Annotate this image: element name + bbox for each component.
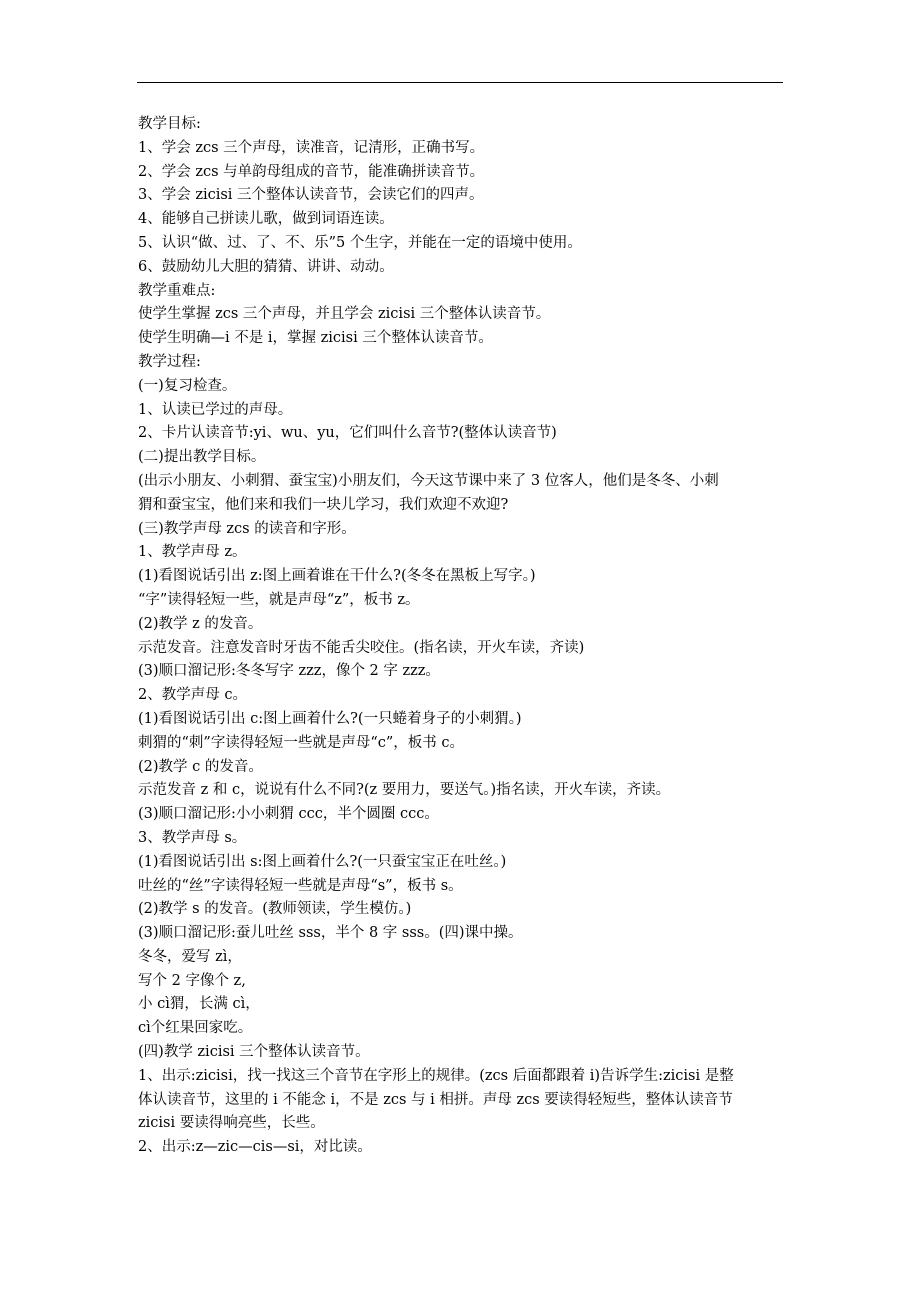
text-line: 示范发音。注意发音时牙齿不能舌尖咬住。(指名读，开火车读，齐读) xyxy=(138,639,585,656)
text-line: (1)看图说话引出 z:图上画着谁在干什么?(冬冬在黑板上写字。) xyxy=(138,568,536,585)
text-line: 2、教学声母 c。 xyxy=(138,687,247,704)
text-line: 1、认读已学过的声母。 xyxy=(138,401,293,418)
rhyme-line: 小 cì猬，长满 cì， xyxy=(138,996,260,1013)
objective-item: 5、认识“做、过、了、不、乐”5 个生字，并能在一定的语境中使用。 xyxy=(138,234,582,251)
text-line: (3)顺口溜记形:冬冬写字 zzz，像个 2 字 zzz。 xyxy=(138,663,440,680)
text-line: 2、卡片认读音节:yi、wu、yu，它们叫什么音节?(整体认读音节) xyxy=(138,425,557,442)
text-line: (出示小朋友、小刺猬、蚕宝宝)小朋友们，今天这节课中来了 3 位客人，他们是冬冬、小刺 xyxy=(138,472,719,489)
text-line: (2)教学 s 的发音。(教师领读，学生模仿。) xyxy=(138,901,412,918)
text-line: (3)顺口溜记形:蚕儿吐丝 sss，半个 8 字 sss。(四)课中操。 xyxy=(138,925,523,942)
section-heading-objectives: 教学目标: xyxy=(138,116,201,132)
text-line: 猬和蚕宝宝，他们来和我们一块儿学习，我们欢迎不欢迎? xyxy=(138,496,509,513)
text-line: (1)看图说话引出 c:图上画着什么?(一只蜷着身子的小刺猬。) xyxy=(138,710,522,727)
text-line: 体认读音节，这里的 i 不能念 i，不是 zcs 与 i 相拼。声母 zcs 要读得轻短些，整体认读音节 xyxy=(138,1091,733,1108)
objective-item: 6、鼓励幼儿大胆的猜猜、讲讲、动动。 xyxy=(138,258,394,275)
subsection-heading: (二)提出教学目标。 xyxy=(138,449,266,466)
text-line: (3)顺口溜记形:小小刺猬 ccc，半个圆圈 ccc。 xyxy=(138,806,439,823)
subsection-heading: (一)复习检查。 xyxy=(138,377,237,394)
objective-item: 4、能够自己拼读儿歌，做到词语连读。 xyxy=(138,211,394,228)
objective-item: 3、学会 zicisi 三个整体认读音节，会读它们的四声。 xyxy=(138,187,484,204)
subsection-heading: (四)教学 zicisi 三个整体认读音节。 xyxy=(138,1044,370,1061)
text-line: “字”读得轻短一些，就是声母“z”，板书 z。 xyxy=(138,591,420,608)
key-point-item: 使学生掌握 zcs 三个声母，并且学会 zicisi 三个整体认读音节。 xyxy=(138,306,551,323)
text-line: 示范发音 z 和 c，说说有什么不同?(z 要用力，要送气。)指名读，开火车读，齐读。 xyxy=(138,782,671,799)
objective-item: 1、学会 zcs 三个声母，读准音，记清形，正确书写。 xyxy=(138,139,485,156)
text-line: (2)教学 c 的发音。 xyxy=(138,758,263,775)
text-line: (1)看图说话引出 s:图上画着什么?(一只蚕宝宝正在吐丝。) xyxy=(138,853,507,870)
rhyme-line: 写个 2 字像个 z, xyxy=(138,972,246,989)
subsection-heading: (三)教学声母 zcs 的读音和字形。 xyxy=(138,520,356,537)
header-rule xyxy=(137,82,783,83)
text-line: (2)教学 z 的发音。 xyxy=(138,615,263,632)
text-line: 1、出示:zicisi，找一找这三个音节在字形上的规律。(zcs 后面都跟着 i)告诉学生:zicisi 是整 xyxy=(138,1067,734,1084)
text-line: 2、出示:z—zic—cis—si，对比读。 xyxy=(138,1139,372,1156)
section-heading-process: 教学过程: xyxy=(138,353,201,370)
section-heading-key-points: 教学重难点: xyxy=(138,282,216,299)
text-line: zicisi 要读得响亮些，长些。 xyxy=(138,1115,325,1132)
objective-item: 2、学会 zcs 与单韵母组成的音节，能准确拼读音节。 xyxy=(138,163,485,180)
text-line: 3、教学声母 s。 xyxy=(138,829,247,846)
document-body xyxy=(138,113,788,1160)
rhyme-line: cì个红果回家吃。 xyxy=(138,1020,253,1037)
key-point-item: 使学生明确—i 不是 i，掌握 zicisi 三个整体认读音节。 xyxy=(138,330,493,347)
rhyme-line: 冬冬，爱写 zì， xyxy=(138,948,242,965)
text-line: 1、教学声母 z。 xyxy=(138,544,247,561)
text-line: 刺猬的“刺”字读得轻短一些就是声母“c”，板书 c。 xyxy=(138,734,465,751)
text-line: 吐丝的“丝”字读得轻短一些就是声母“s”，板书 s。 xyxy=(138,877,463,894)
